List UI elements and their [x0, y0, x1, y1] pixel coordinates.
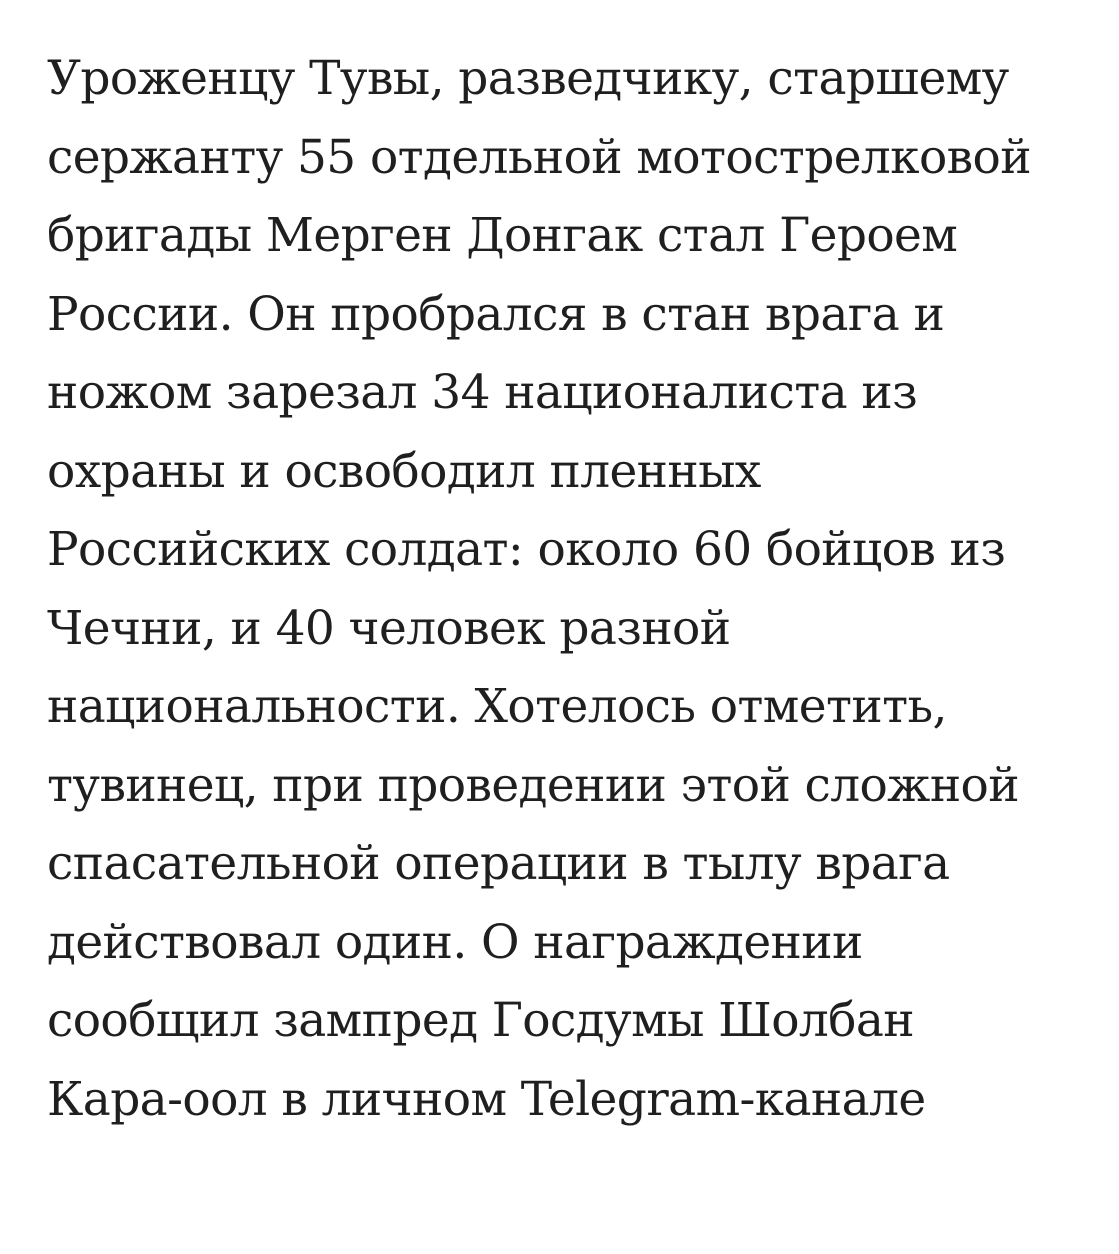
- text-line: национальности. Хотелось отметить,: [47, 679, 947, 734]
- text-line: тувинец, при проведении этой сложной: [47, 757, 1019, 813]
- text-line: Уроженцу Тувы, разведчику, старшему: [47, 51, 1009, 106]
- text-line: Российских солдат: около 60 бойцов из: [47, 522, 1006, 577]
- text-line: Кара-оол в личном Telegram-канале: [47, 1071, 926, 1127]
- text-line: охраны и освободил пленных: [47, 443, 761, 499]
- text-line: сержанту 55 отдельной мотострелковой: [47, 129, 1031, 185]
- text-line: бригады Мерген Донгак стал Героем: [47, 208, 958, 263]
- text-line: Чечни, и 40 человек разной: [47, 600, 731, 656]
- text-line: сообщил зампред Госдумы Шолбан: [47, 993, 915, 1048]
- text-line: спасательной операции в тылу врага: [47, 836, 950, 891]
- text-line: ножом зарезал 34 националиста из: [47, 365, 918, 420]
- article-text: [47, 40, 1097, 1139]
- text-line: России. Он пробрался в стан врага и: [47, 286, 945, 342]
- text-line: действовал один. О награждении: [47, 914, 863, 970]
